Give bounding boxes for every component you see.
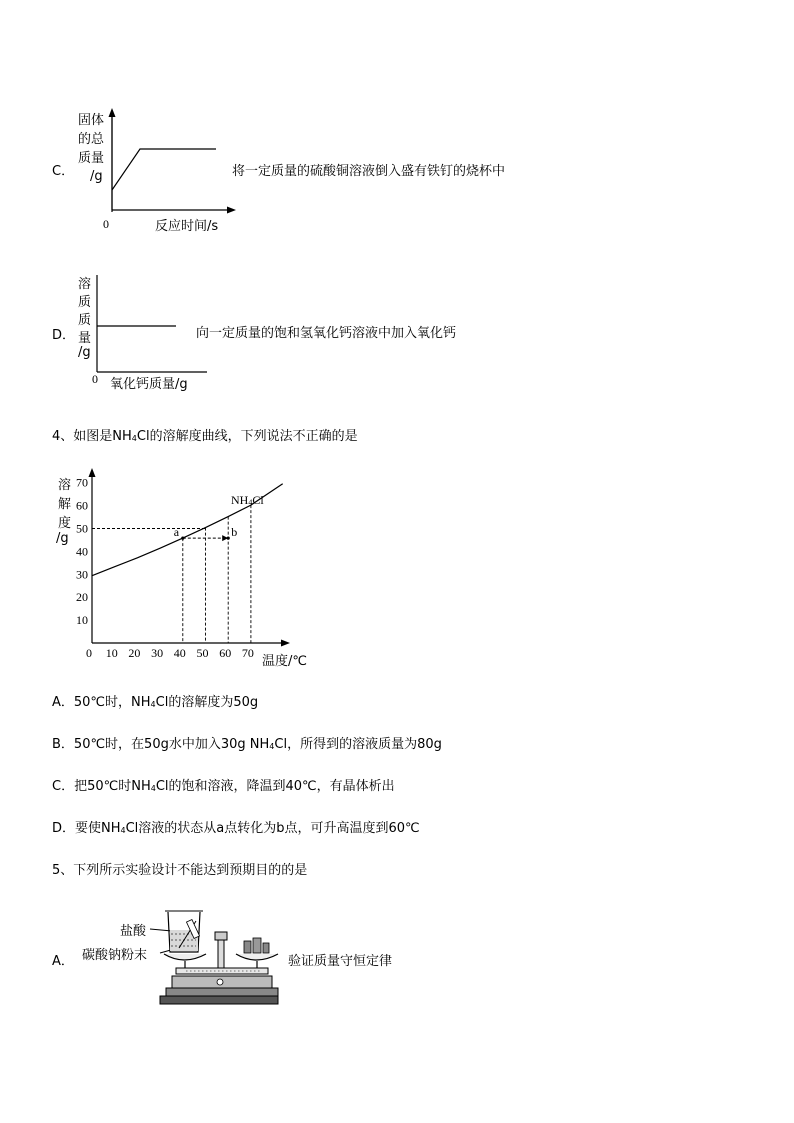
y-tick-label: 30	[76, 567, 88, 582]
y-tick-label: 40	[76, 544, 88, 559]
x-tick-label: 30	[151, 646, 164, 660]
q5-option-a-letter: A．	[52, 954, 74, 969]
q4-option-d: D．要使$NH_4Cl$溶液的状态从a点转化为b点，可升高温度到60℃	[52, 821, 420, 836]
chart-ylabel-1: 溶	[58, 478, 72, 493]
q5-stem: 5、下列所示实验设计不能达到预期目的的是	[52, 863, 308, 878]
x-tick-label: 50	[196, 646, 209, 660]
q4-option-b: B．50℃时，在50g水中加入30g $NH_4Cl$，所得到的溶液质量为80g	[52, 737, 442, 752]
y-tick-label: 70	[76, 475, 88, 490]
option-d-letter: D．	[52, 328, 76, 343]
chart-xlabel: 温度/℃	[262, 654, 307, 669]
point-label-b: b	[231, 525, 238, 540]
option-d-ylabel-2: 质	[78, 295, 92, 310]
y-tick-label: 20	[76, 590, 88, 605]
chart-ylabel-2: 解	[58, 497, 72, 512]
option-c-xlabel: 反应时间/s	[155, 219, 219, 234]
powder-label: 碳酸钠粉末	[82, 948, 148, 963]
acid-label: 盐酸	[120, 924, 147, 939]
point-label-a: a	[173, 525, 180, 540]
option-d-origin: 0	[92, 372, 98, 386]
y-tick-label: 50	[76, 521, 88, 536]
q4-option-c: C．把50℃时$NH_4Cl$的饱和溶液，降温到40℃，有晶体析出	[52, 779, 395, 794]
chart-series-label: $NH_4Cl$	[231, 493, 264, 507]
option-c-ylabel-3: 质量	[78, 151, 105, 166]
q4-option-a: A．50℃时，$NH_4Cl$的溶解度为50g	[52, 695, 259, 710]
option-c-ylabel-2: 的总	[78, 132, 105, 147]
option-d-ylabel-5: /g	[78, 345, 91, 360]
x-tick-label: 0	[86, 646, 92, 660]
q5-option-a-description: 验证质量守恒定律	[288, 954, 393, 969]
option-d-ylabel-1: 溶	[78, 277, 92, 292]
option-d-ylabel-3: 质	[78, 313, 92, 328]
option-c-letter: C．	[52, 164, 75, 179]
y-tick-label: 10	[76, 613, 88, 628]
y-tick-label: 60	[76, 498, 88, 513]
option-c-ylabel-1: 固体	[78, 113, 105, 128]
chart-ylabel-4: /g	[56, 531, 69, 546]
option-d-ylabel-4: 量	[78, 331, 92, 346]
x-tick-label: 40	[173, 646, 186, 660]
option-d-description: 向一定质量的饱和氢氧化钙溶液中加入氧化钙	[196, 326, 457, 341]
q4-stem: 4、如图是$NH_4Cl$的溶解度曲线，下列说法不正确的是	[52, 429, 358, 444]
option-d-xlabel: 氧化钙质量/g	[110, 377, 188, 392]
x-tick-label: 70	[241, 646, 254, 660]
option-c-origin: 0	[103, 217, 109, 231]
x-tick-label: 60	[219, 646, 232, 660]
x-tick-label: 10	[105, 646, 118, 660]
option-c-ylabel-4: /g	[90, 169, 103, 184]
chart-ylabel-3: 度	[58, 516, 72, 531]
option-c-description: 将一定质量的硫酸铜溶液倒入盛有铁钉的烧杯中	[232, 164, 506, 179]
x-tick-label: 20	[128, 646, 141, 660]
